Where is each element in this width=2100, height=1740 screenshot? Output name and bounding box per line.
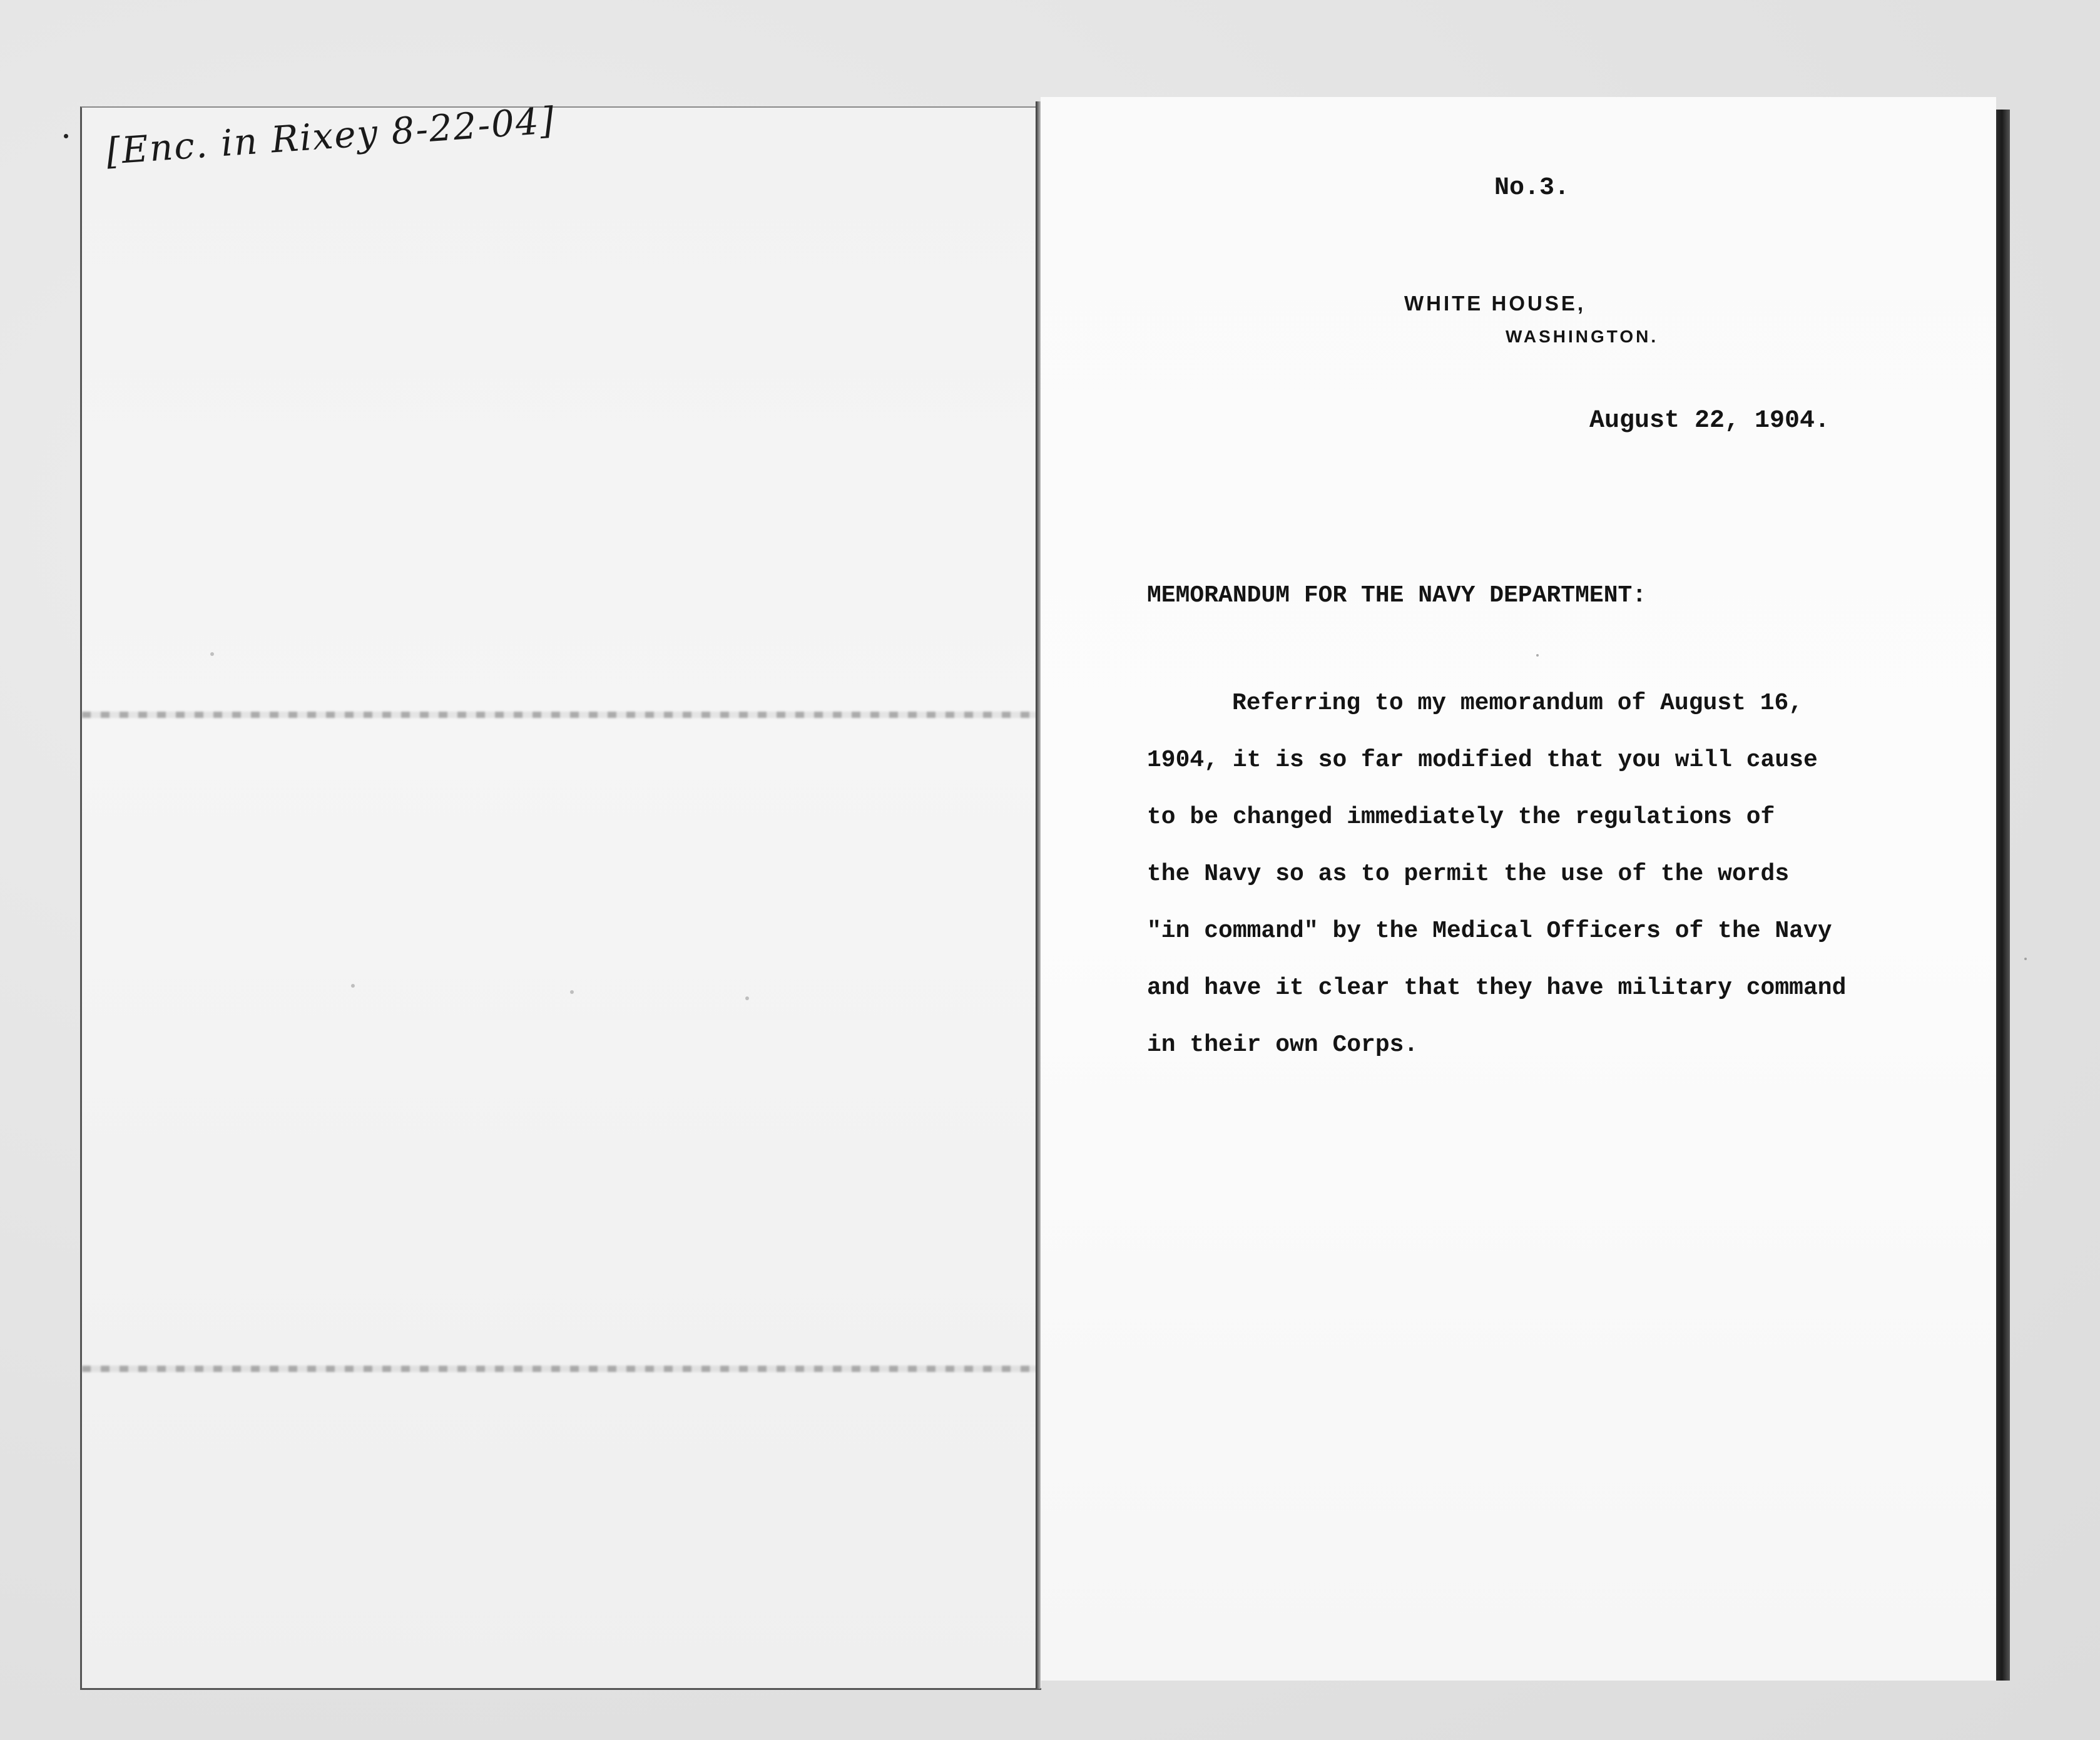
paper-speck xyxy=(351,984,355,988)
body-line: to be changed immediately the regulations of xyxy=(1147,804,1775,831)
body-line: Referring to my memorandum of August 16, xyxy=(1232,690,1803,717)
memo-date: August 22, 1904. xyxy=(1589,407,1830,435)
body-line: 1904, it is so far modified that you will cause xyxy=(1147,747,1818,774)
paper-speck xyxy=(570,990,574,994)
fold-crease xyxy=(82,1366,1041,1372)
paper-speck xyxy=(2024,958,2027,960)
fold-crease xyxy=(82,712,1041,718)
memo-heading: MEMORANDUM FOR THE NAVY DEPARTMENT: xyxy=(1147,582,1647,609)
body-line: the Navy so as to permit the use of the words xyxy=(1147,861,1790,888)
paper-speck xyxy=(1536,654,1539,657)
paper-speck xyxy=(745,996,749,1000)
body-line: in their own Corps. xyxy=(1147,1031,1419,1058)
document-number: No.3. xyxy=(1494,174,1570,202)
letterhead-line-2: WASHINGTON. xyxy=(1506,327,1659,346)
paper-speck xyxy=(210,652,214,656)
body-line: "in command" by the Medical Officers of the Navy xyxy=(1147,918,1832,944)
body-line: and have it clear that they have military command xyxy=(1147,975,1847,1001)
left-blank-page xyxy=(80,106,1041,1690)
handwritten-annotation: [Enc. in Rixey 8-22-04] xyxy=(104,98,557,173)
memo-body xyxy=(1147,690,1846,1088)
page-gutter xyxy=(1036,101,1041,1689)
ink-dot xyxy=(64,134,68,138)
letterhead-line-1: WHITE HOUSE, xyxy=(1404,292,1586,315)
